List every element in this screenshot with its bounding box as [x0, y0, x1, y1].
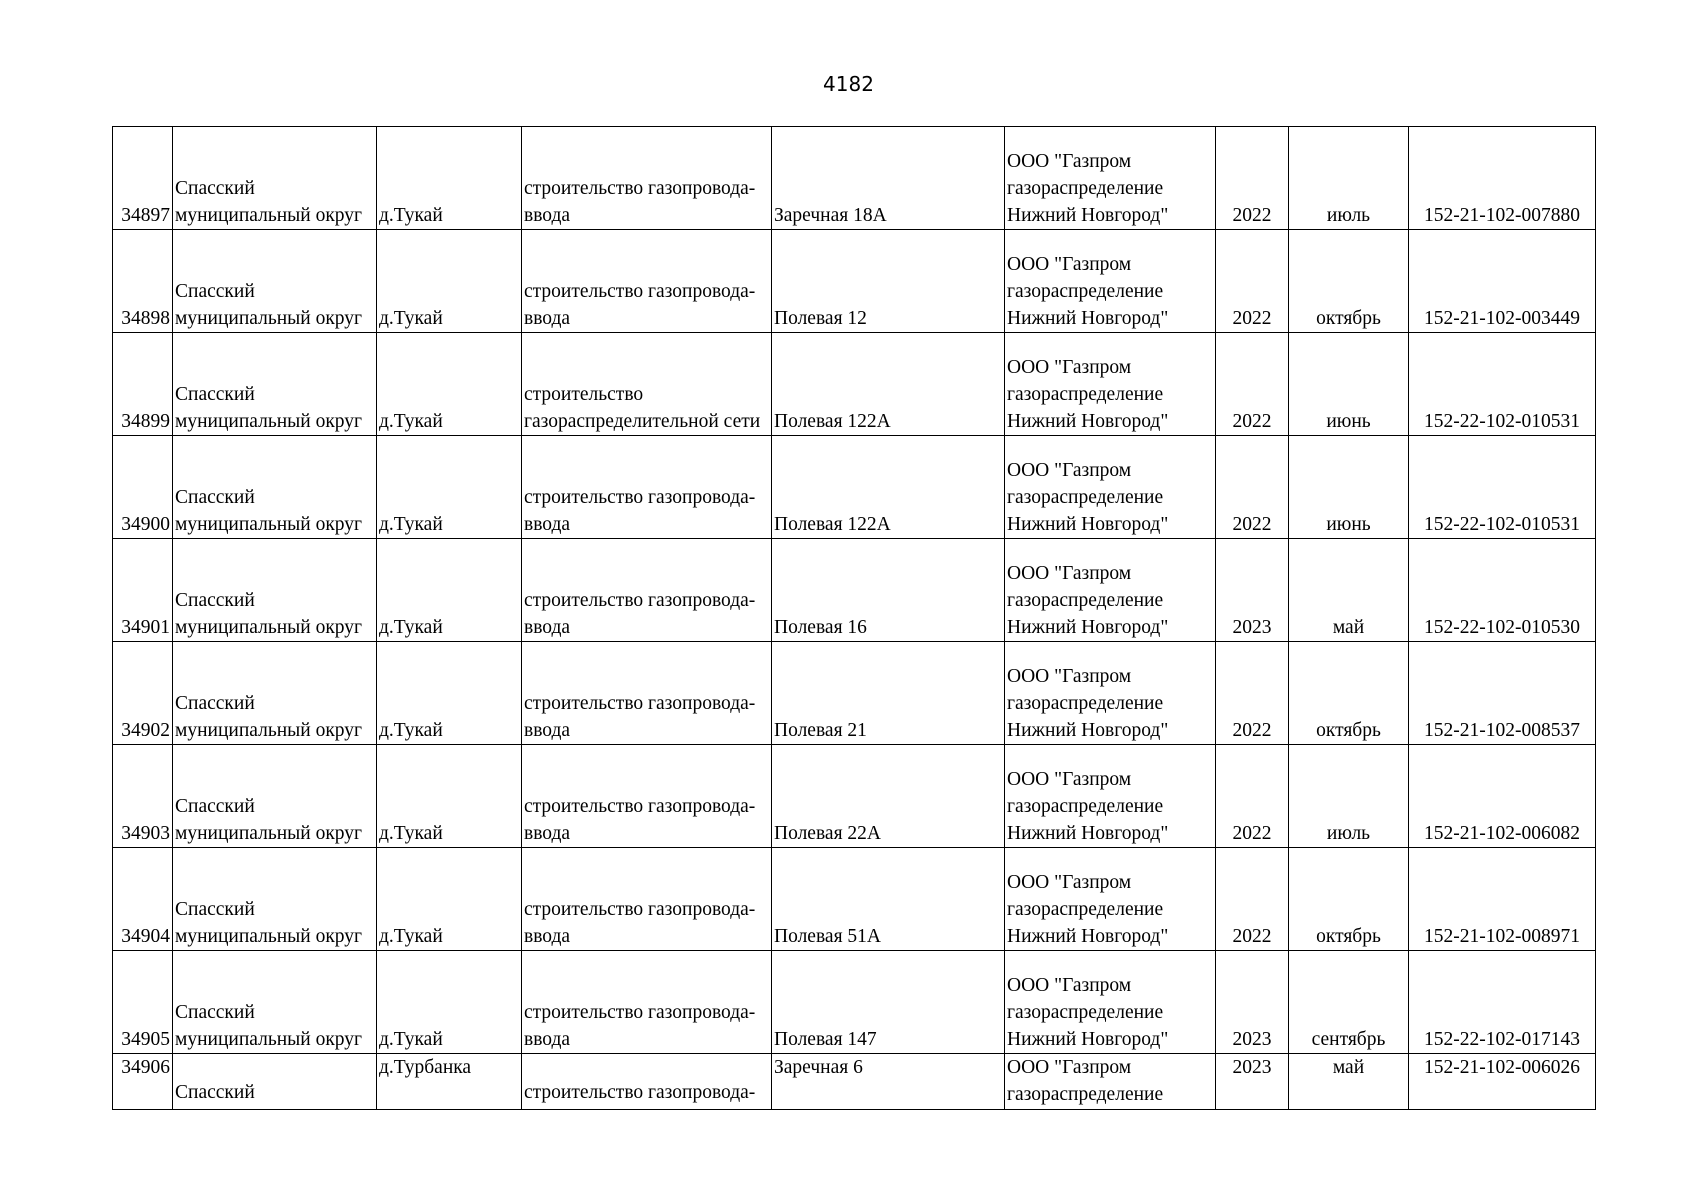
month-cell-line: июль	[1326, 823, 1371, 844]
organization-cell-line: газораспределение	[1007, 1002, 1164, 1023]
work-type-cell-line: строительство газопровода-	[524, 487, 756, 508]
organization-cell-line: ООО "Газпром	[1007, 872, 1132, 893]
organization-cell-line: газораспределение	[1007, 590, 1164, 611]
month-cell-line: май	[1332, 1057, 1365, 1078]
organization-cell-line: Нижний Новгород"	[1007, 308, 1169, 329]
work-type-cell-line: ввода	[524, 514, 571, 535]
row-number-line: 34900	[121, 514, 170, 535]
month-cell-line: май	[1332, 617, 1365, 638]
row-number-line: 34905	[121, 1029, 170, 1050]
address-cell-line: Полевая 16	[774, 617, 867, 638]
organization-cell-line: Нижний Новгород"	[1007, 1029, 1169, 1050]
work-type-cell-line: строительство газопровода-	[524, 899, 756, 920]
year-cell	[1216, 127, 1289, 230]
organization-cell-line: Нижний Новгород"	[1007, 514, 1169, 535]
code-cell	[1409, 127, 1596, 230]
year-cell	[1216, 642, 1289, 745]
organization-cell	[1005, 127, 1216, 230]
organization-cell-line: газораспределение	[1007, 487, 1164, 508]
organization-cell-line: ООО "Газпром	[1007, 769, 1132, 790]
work-type-cell	[522, 539, 772, 642]
village-cell-line: д.Тукай	[379, 617, 443, 638]
code-cell-line: 152-21-102-003449	[1424, 308, 1580, 329]
address-cell-line: Полевая 12	[774, 308, 867, 329]
code-cell	[1409, 333, 1596, 436]
address-cell	[772, 127, 1005, 230]
work-type-cell-line: ввода	[524, 205, 571, 226]
organization-cell	[1005, 436, 1216, 539]
village-cell-line: д.Тукай	[379, 720, 443, 741]
address-cell-line: Полевая 22А	[774, 823, 881, 844]
village-cell	[377, 230, 522, 333]
organization-cell-line: ООО "Газпром	[1007, 666, 1132, 687]
year-cell	[1216, 745, 1289, 848]
work-type-cell-line: строительство	[524, 384, 644, 405]
year-cell	[1216, 951, 1289, 1054]
month-cell	[1289, 1054, 1409, 1110]
district-cell-line: муниципальный округ	[175, 617, 363, 638]
organization-cell-line: ООО "Газпром	[1007, 563, 1132, 584]
table-row	[113, 951, 1596, 1054]
month-cell	[1289, 745, 1409, 848]
page-number: 4182	[823, 72, 874, 96]
code-cell-line: 152-22-102-017143	[1424, 1029, 1580, 1050]
village-cell	[377, 333, 522, 436]
row-number-line: 34901	[121, 617, 170, 638]
district-cell-line: муниципальный округ	[175, 514, 363, 535]
row-number-line: 34898	[121, 308, 170, 329]
address-cell	[772, 333, 1005, 436]
district-cell	[173, 333, 377, 436]
organization-cell	[1005, 848, 1216, 951]
village-cell-line: д.Тукай	[379, 514, 443, 535]
organization-cell-line: Нижний Новгород"	[1007, 411, 1169, 432]
district-cell	[173, 230, 377, 333]
code-cell	[1409, 230, 1596, 333]
table-row	[113, 230, 1596, 333]
village-cell-line: д.Тукай	[379, 823, 443, 844]
row-number	[113, 848, 173, 951]
organization-cell-line: ООО "Газпром	[1007, 254, 1132, 275]
district-cell-line: муниципальный округ	[175, 926, 363, 947]
code-cell	[1409, 436, 1596, 539]
work-type-cell-line: ввода	[524, 926, 571, 947]
work-type-cell	[522, 745, 772, 848]
district-cell	[173, 1054, 377, 1110]
table-row	[113, 642, 1596, 745]
village-cell	[377, 848, 522, 951]
work-type-cell	[522, 127, 772, 230]
village-cell	[377, 951, 522, 1054]
month-cell	[1289, 642, 1409, 745]
work-type-cell-line: ввода	[524, 617, 571, 638]
district-cell-line: Спасский	[175, 1082, 255, 1103]
organization-cell-line: газораспределение	[1007, 281, 1164, 302]
organization-cell-line: ООО "Газпром	[1007, 151, 1132, 172]
district-cell-line: Спасский	[175, 487, 255, 508]
district-cell-line: Спасский	[175, 590, 255, 611]
row-number	[113, 436, 173, 539]
code-cell-line: 152-21-102-008971	[1424, 926, 1580, 947]
year-cell-line: 2023	[1232, 1057, 1272, 1078]
table-row	[113, 436, 1596, 539]
row-number	[113, 745, 173, 848]
village-cell-line: д.Тукай	[379, 1029, 443, 1050]
month-cell-line: июль	[1326, 205, 1371, 226]
month-cell-line: сентябрь	[1311, 1029, 1386, 1050]
table-row	[113, 539, 1596, 642]
village-cell-line: д.Тукай	[379, 926, 443, 947]
month-cell	[1289, 333, 1409, 436]
organization-cell-line: газораспределение	[1007, 384, 1164, 405]
district-cell	[173, 848, 377, 951]
organization-cell-line: газораспределение	[1007, 693, 1164, 714]
district-cell-line: Спасский	[175, 796, 255, 817]
year-cell-line: 2022	[1232, 514, 1272, 535]
district-cell-line: Спасский	[175, 384, 255, 405]
village-cell	[377, 1054, 522, 1110]
village-cell	[377, 642, 522, 745]
organization-cell-line: Нижний Новгород"	[1007, 926, 1169, 947]
table-row	[113, 1054, 1596, 1110]
village-cell	[377, 436, 522, 539]
village-cell-line: д.Турбанка	[379, 1057, 472, 1078]
organization-cell-line: газораспределение	[1007, 1084, 1164, 1105]
work-type-cell-line: строительство газопровода-	[524, 178, 756, 199]
code-cell-line: 152-21-102-006082	[1424, 823, 1580, 844]
year-cell-line: 2022	[1232, 823, 1272, 844]
organization-cell-line: ООО "Газпром	[1007, 460, 1132, 481]
year-cell-line: 2023	[1232, 617, 1272, 638]
year-cell	[1216, 1054, 1289, 1110]
month-cell	[1289, 230, 1409, 333]
organization-cell	[1005, 230, 1216, 333]
organization-cell-line: Нижний Новгород"	[1007, 205, 1169, 226]
district-cell-line: Спасский	[175, 281, 255, 302]
address-cell	[772, 951, 1005, 1054]
year-cell-line: 2023	[1232, 1029, 1272, 1050]
work-type-cell-line: ввода	[524, 308, 571, 329]
row-number-line: 34906	[121, 1057, 170, 1078]
month-cell	[1289, 436, 1409, 539]
organization-cell	[1005, 951, 1216, 1054]
row-number	[113, 333, 173, 436]
month-cell	[1289, 951, 1409, 1054]
district-cell-line: Спасский	[175, 693, 255, 714]
district-cell	[173, 951, 377, 1054]
address-cell	[772, 848, 1005, 951]
work-type-cell-line: строительство газопровода-	[524, 693, 756, 714]
year-cell	[1216, 848, 1289, 951]
work-type-cell-line: строительство газопровода-	[524, 590, 756, 611]
district-cell	[173, 127, 377, 230]
code-cell-line: 152-22-102-010530	[1424, 617, 1580, 638]
organization-cell-line: газораспределение	[1007, 796, 1164, 817]
address-cell-line: Полевая 122А	[774, 411, 891, 432]
row-number	[113, 642, 173, 745]
district-cell	[173, 745, 377, 848]
code-cell-line: 152-21-102-006026	[1424, 1057, 1580, 1078]
work-type-cell-line: газораспределительной сети	[524, 411, 761, 432]
month-cell-line: октябрь	[1316, 308, 1381, 329]
organization-cell	[1005, 539, 1216, 642]
address-cell	[772, 745, 1005, 848]
district-cell-line: муниципальный округ	[175, 308, 363, 329]
address-cell-line: Полевая 51А	[774, 926, 881, 947]
code-cell-line: 152-21-102-008537	[1424, 720, 1580, 741]
address-cell-line: Полевая 122А	[774, 514, 891, 535]
year-cell-line: 2022	[1232, 308, 1272, 329]
organization-cell	[1005, 1054, 1216, 1110]
row-number	[113, 951, 173, 1054]
month-cell	[1289, 127, 1409, 230]
code-cell-line: 152-22-102-010531	[1424, 411, 1580, 432]
code-cell	[1409, 848, 1596, 951]
code-cell-line: 152-22-102-010531	[1424, 514, 1580, 535]
row-number-line: 34899	[121, 411, 170, 432]
address-cell	[772, 539, 1005, 642]
organization-cell-line: ООО "Газпром	[1007, 1057, 1132, 1078]
year-cell	[1216, 539, 1289, 642]
work-type-cell	[522, 1054, 772, 1110]
village-cell	[377, 127, 522, 230]
village-cell	[377, 745, 522, 848]
organization-cell-line: Нижний Новгород"	[1007, 823, 1169, 844]
district-cell-line: муниципальный округ	[175, 205, 363, 226]
district-cell-line: Спасский	[175, 899, 255, 920]
village-cell-line: д.Тукай	[379, 411, 443, 432]
address-cell-line: Полевая 147	[774, 1029, 877, 1050]
work-type-cell	[522, 642, 772, 745]
work-type-cell-line: строительство газопровода-	[524, 1082, 756, 1103]
registry-table	[112, 126, 1596, 1110]
work-type-cell	[522, 333, 772, 436]
row-number-line: 34903	[121, 823, 170, 844]
district-cell-line: муниципальный округ	[175, 411, 363, 432]
work-type-cell-line: строительство газопровода-	[524, 796, 756, 817]
row-number	[113, 127, 173, 230]
organization-cell	[1005, 642, 1216, 745]
year-cell-line: 2022	[1232, 926, 1272, 947]
month-cell-line: октябрь	[1316, 926, 1381, 947]
organization-cell-line: ООО "Газпром	[1007, 357, 1132, 378]
district-cell-line: муниципальный округ	[175, 823, 363, 844]
organization-cell	[1005, 333, 1216, 436]
work-type-cell-line: строительство газопровода-	[524, 281, 756, 302]
year-cell	[1216, 436, 1289, 539]
code-cell	[1409, 1054, 1596, 1110]
district-cell	[173, 436, 377, 539]
code-cell	[1409, 745, 1596, 848]
year-cell	[1216, 333, 1289, 436]
work-type-cell	[522, 951, 772, 1054]
address-cell	[772, 230, 1005, 333]
month-cell-line: июнь	[1326, 411, 1371, 432]
year-cell-line: 2022	[1232, 720, 1272, 741]
year-cell-line: 2022	[1232, 411, 1272, 432]
work-type-cell	[522, 848, 772, 951]
table-row	[113, 127, 1596, 230]
work-type-cell-line: строительство газопровода-	[524, 1002, 756, 1023]
district-cell	[173, 539, 377, 642]
village-cell-line: д.Тукай	[379, 308, 443, 329]
row-number-line: 34904	[121, 926, 170, 947]
organization-cell-line: ООО "Газпром	[1007, 975, 1132, 996]
row-number	[113, 1054, 173, 1110]
organization-cell-line: газораспределение	[1007, 899, 1164, 920]
district-cell	[173, 642, 377, 745]
village-cell-line: д.Тукай	[379, 205, 443, 226]
table-row	[113, 848, 1596, 951]
code-cell	[1409, 642, 1596, 745]
work-type-cell-line: ввода	[524, 1029, 571, 1050]
address-cell	[772, 1054, 1005, 1110]
work-type-cell	[522, 436, 772, 539]
address-cell-line: Полевая 21	[774, 720, 867, 741]
district-cell-line: муниципальный округ	[175, 720, 363, 741]
month-cell-line: июнь	[1326, 514, 1371, 535]
row-number-line: 34902	[121, 720, 170, 741]
organization-cell-line: Нижний Новгород"	[1007, 617, 1169, 638]
organization-cell-line: Нижний Новгород"	[1007, 720, 1169, 741]
row-number-line: 34897	[121, 205, 170, 226]
district-cell-line: муниципальный округ	[175, 1029, 363, 1050]
code-cell-line: 152-21-102-007880	[1424, 205, 1580, 226]
organization-cell-line: газораспределение	[1007, 178, 1164, 199]
month-cell	[1289, 848, 1409, 951]
address-cell-line: Заречная 18А	[774, 205, 887, 226]
row-number	[113, 539, 173, 642]
code-cell	[1409, 539, 1596, 642]
year-cell-line: 2022	[1232, 205, 1272, 226]
row-number	[113, 230, 173, 333]
district-cell-line: Спасский	[175, 1002, 255, 1023]
village-cell	[377, 539, 522, 642]
address-cell-line: Заречная 6	[774, 1057, 863, 1078]
month-cell-line: октябрь	[1316, 720, 1381, 741]
month-cell	[1289, 539, 1409, 642]
table-row	[113, 745, 1596, 848]
work-type-cell	[522, 230, 772, 333]
organization-cell	[1005, 745, 1216, 848]
code-cell	[1409, 951, 1596, 1054]
table-row	[113, 333, 1596, 436]
address-cell	[772, 436, 1005, 539]
year-cell	[1216, 230, 1289, 333]
address-cell	[772, 642, 1005, 745]
district-cell-line: Спасский	[175, 178, 255, 199]
work-type-cell-line: ввода	[524, 823, 571, 844]
work-type-cell-line: ввода	[524, 720, 571, 741]
